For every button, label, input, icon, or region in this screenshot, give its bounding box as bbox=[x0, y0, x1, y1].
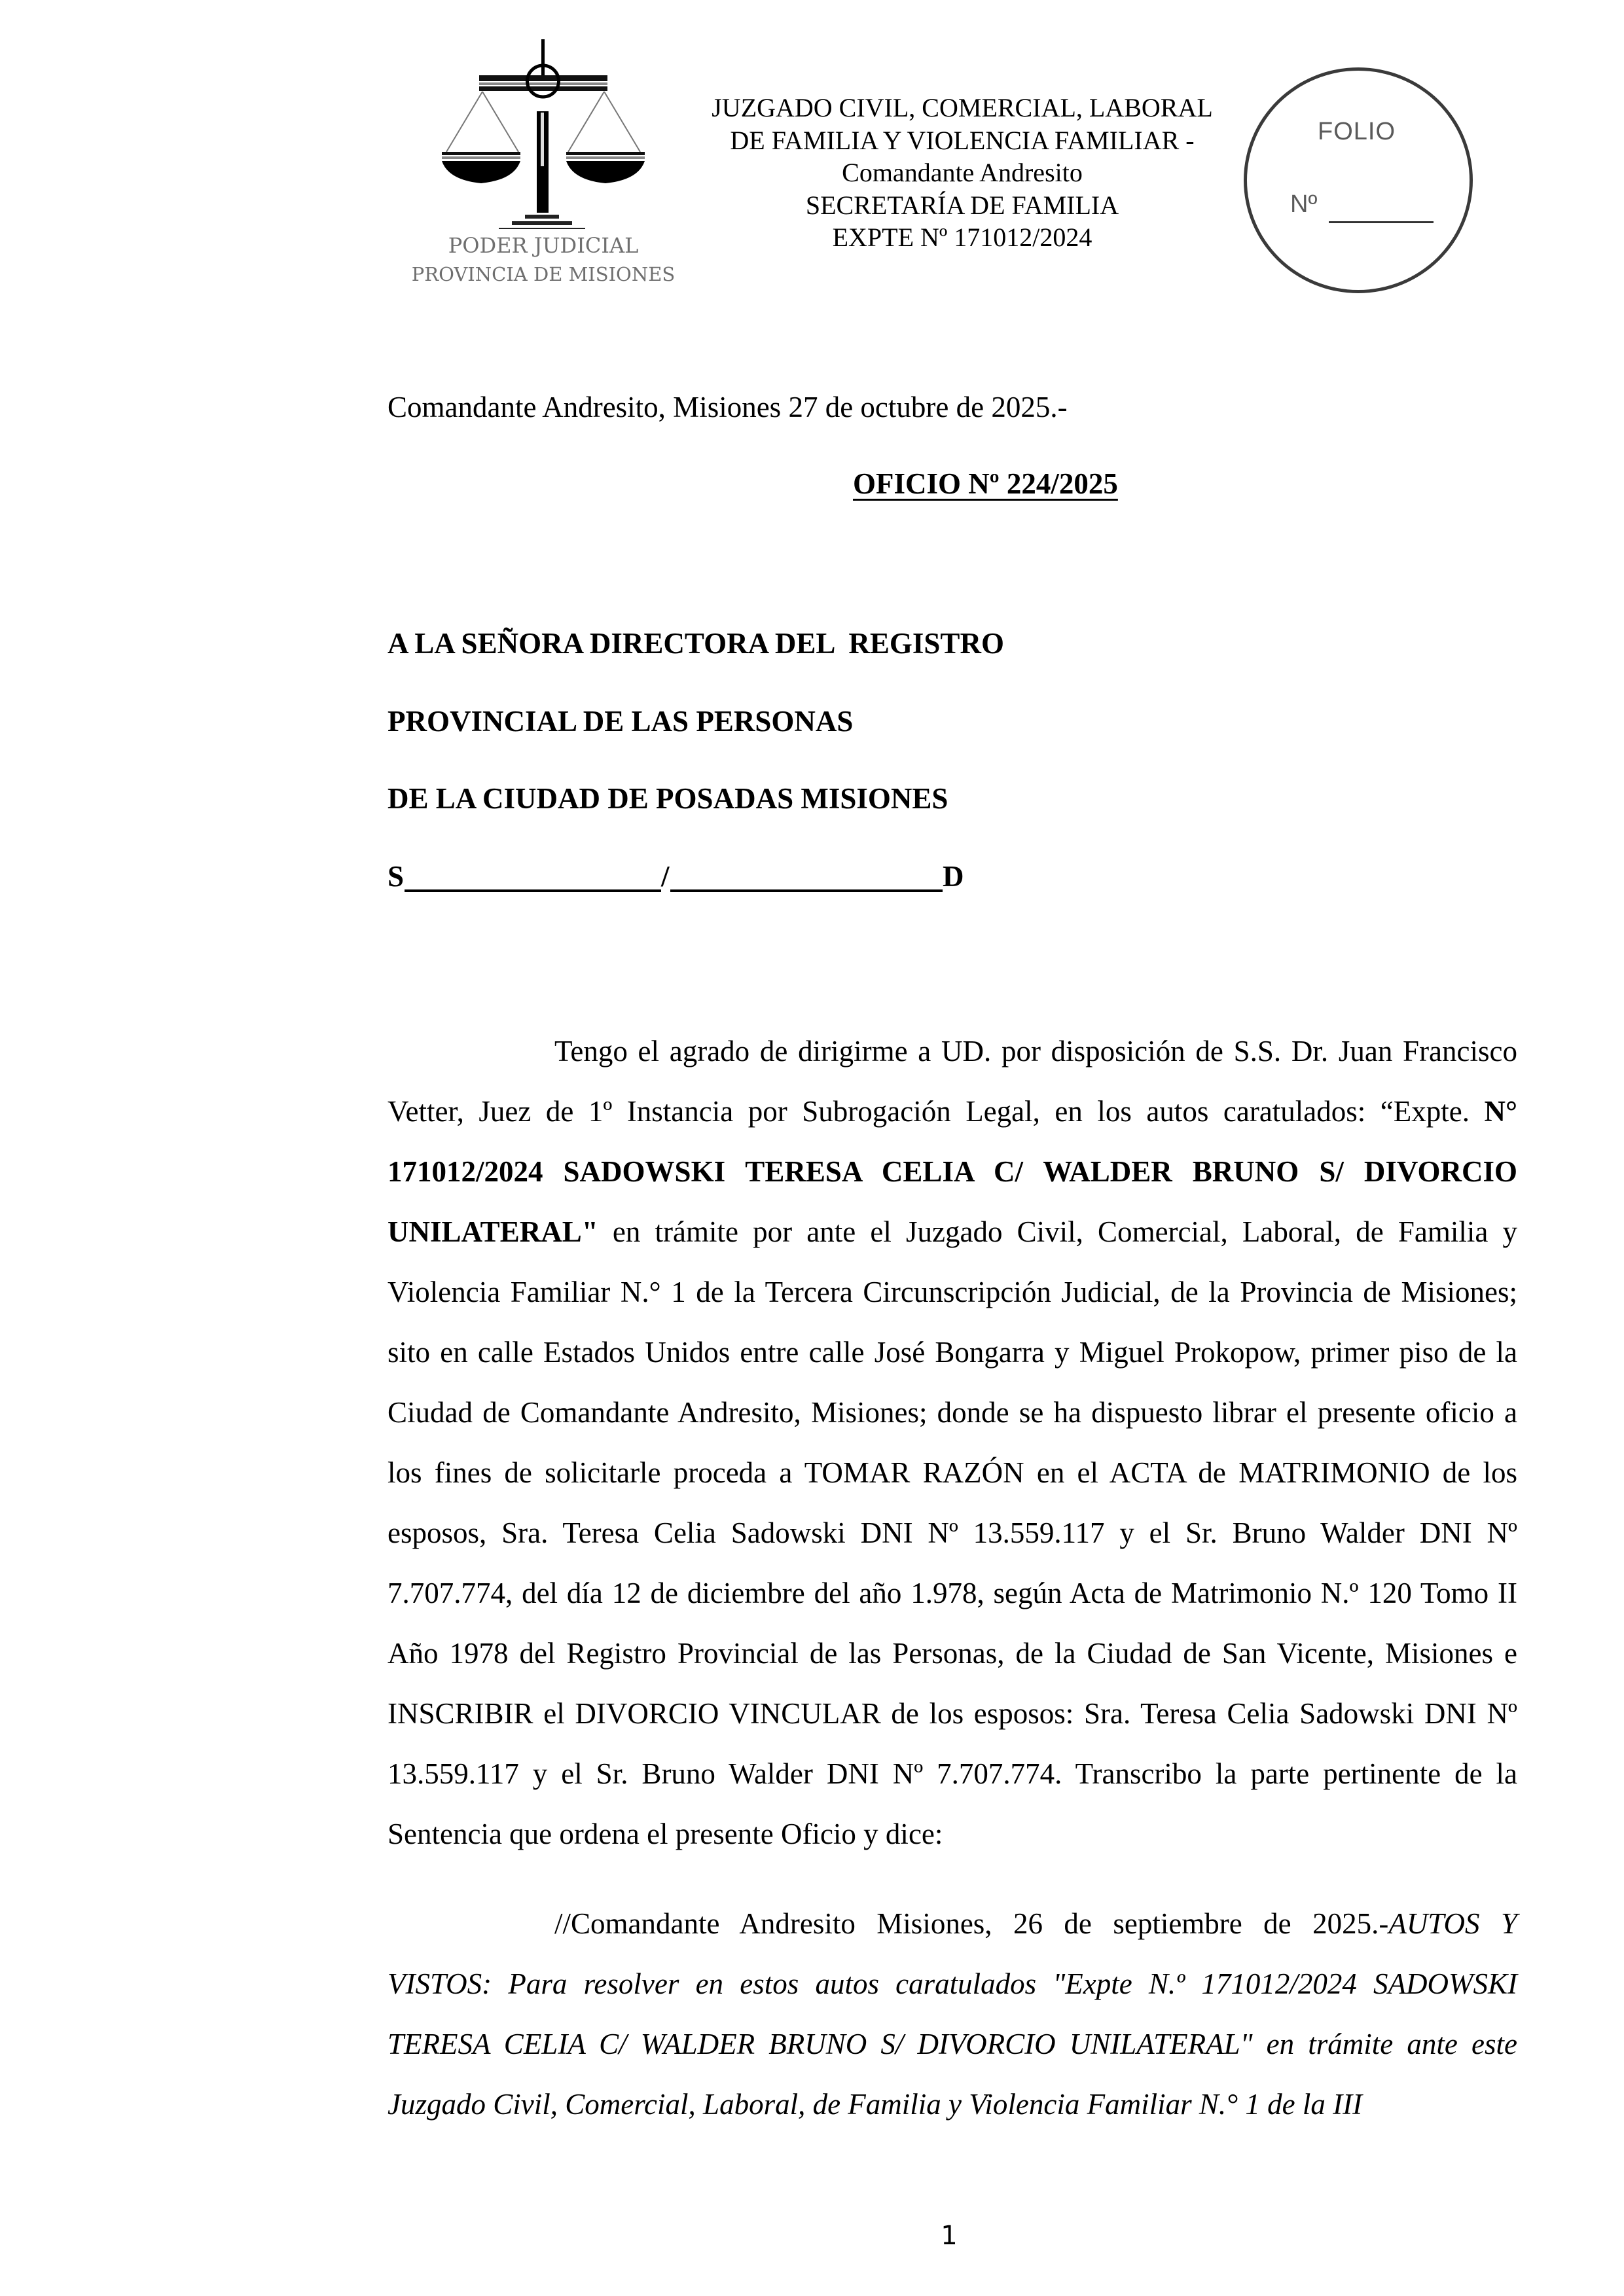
sd-underline-left bbox=[405, 889, 661, 892]
folio-number-label: Nº bbox=[1290, 190, 1318, 218]
court-header-line: DE FAMILIA Y VIOLENCIA FAMILIAR - bbox=[730, 125, 1195, 155]
folio-stamp bbox=[1244, 67, 1473, 293]
ruling-date-text: //Comandante Andresito Misiones, 26 de septiembre de 2025.- bbox=[554, 1907, 1389, 1940]
date-line: Comandante Andresito, Misiones 27 de octubre de 2025.- bbox=[388, 391, 1068, 423]
page-number: 1 bbox=[941, 2221, 958, 2251]
court-header-line: JUZGADO CIVIL, COMERCIAL, LABORAL bbox=[712, 93, 1213, 122]
folio-label: FOLIO bbox=[1318, 118, 1396, 145]
paragraph-text: Tengo el agrado de dirigirme a UD. por disposición de S.S. Dr. Juan Francisco Vetter, Juez de 1º Instancia por Subrogación Legal, en los autos caratulados: “Expte. bbox=[388, 1035, 1517, 1128]
case-title-bold: N° 171012/2024 SADOWSKI TERESA CELIA C/ WALDER BRUNO S/ DIVORCIO UNILATERAL" bbox=[388, 1095, 1517, 1248]
recipient-line: PROVINCIAL DE LAS PERSONAS bbox=[388, 705, 854, 738]
court-header-line: Comandante Andresito bbox=[842, 158, 1083, 187]
su-despacho-line bbox=[388, 859, 977, 893]
body-paragraph-request bbox=[388, 1021, 1517, 1864]
court-header bbox=[681, 92, 1244, 254]
logo-text-poder-judicial: PODER JUDICIAL bbox=[448, 233, 639, 258]
logo-text-provincia: PROVINCIA DE MISIONES bbox=[411, 263, 676, 285]
sd-underline-right bbox=[670, 889, 943, 892]
judicial-logo bbox=[406, 39, 681, 295]
body-paragraph-ruling bbox=[388, 1893, 1517, 2134]
scales-of-justice-icon bbox=[435, 39, 651, 229]
oficio-title: OFICIO Nº 224/2025 bbox=[853, 467, 1118, 500]
recipient-line: A LA SEÑORA DIRECTORA DEL REGISTRO bbox=[388, 627, 1004, 660]
sd-slash: / bbox=[661, 860, 670, 893]
expediente-number: EXPTE Nº 171012/2024 bbox=[832, 223, 1092, 252]
paragraph-text: en trámite por ante el Juzgado Civil, Comercial, Laboral, de Familia y Violencia Familiar N.° 1 de la Tercera Circunscripción Judicial, de la Provincia de Misiones; sito en calle Estados Unidos entre calle José Bongarra y Miguel Prokopow, primer piso de la Ciudad de Comandante Andresito, Misiones; donde se ha dispuesto librar el presente oficio a los fines de solicitarle proceda a TOMAR RAZÓN en el ACTA de MATRIMONIO de los esposos, Sra. Teresa Celia Sadowski DNI Nº 13.559.117 y el Sr. Bruno Walder DNI Nº 7.707.774, del día 12 de diciembre del año 1.978, según Acta de Matrimonio N.º 120 Tomo II Año 1978 del Registro Provincial de las Personas, de la Ciudad de San Vicente, Misiones e INSCRIBIR el DIVORCIO VINCULAR de los esposos: Sra. Teresa Celia Sadowski DNI Nº 13.559.117 y el Sr. Bruno Walder DNI Nº 7.707.774. Transcribo la parte pertinente de la Sentencia que ordena el presente Oficio y dice: bbox=[388, 1215, 1517, 1850]
sd-s: S bbox=[388, 860, 405, 893]
folio-number-blank bbox=[1329, 221, 1434, 223]
sd-d: D bbox=[943, 860, 964, 893]
court-header-line: SECRETARÍA DE FAMILIA bbox=[805, 190, 1119, 220]
ruling-italic-text: AUTOS Y VISTOS: Para resolver en estos autos caratulados "Expte N.º 171012/2024 SADOWSKI TERESA CELIA C/ WALDER BRUNO S/ DIVORCIO UNILATERAL" en trámite ante este Juzgado Civil, Comercial, Laboral, de Familia y Violencia Familiar N.° 1 de la III bbox=[388, 1907, 1517, 2121]
recipient-line: DE LA CIUDAD DE POSADAS MISIONES bbox=[388, 782, 948, 815]
